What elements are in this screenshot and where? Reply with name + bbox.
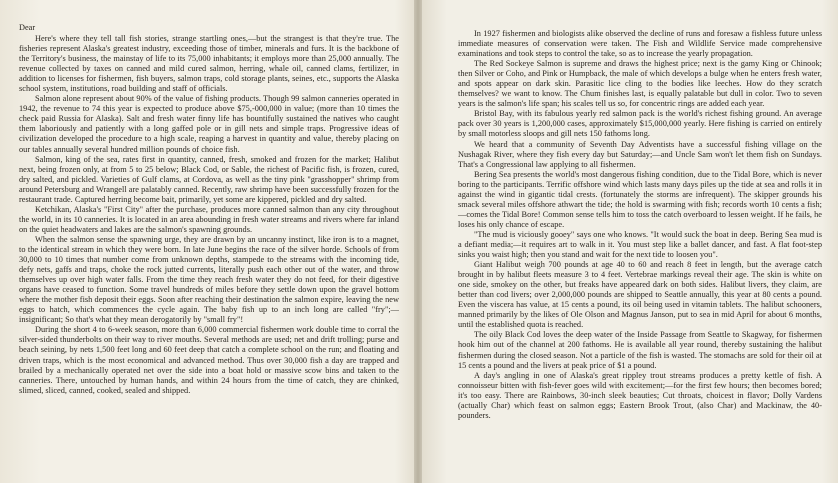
paragraph: Salmon alone represent about 90% of the value of fishing products. Though 99 salmon canneries operated in 1942, the revenue to 74 this year is expected to produce above $75,-000,000 in value; (more than 10 times the check paid Russia for Alaska). Salt and fresh water finny life has bountifully sustained the natives who caught them laboriously and patiently with a long gaffed pole or in gill nets and simple traps. Progressive ideas of civilization developed the procedure to a high scale, reaping a harvest in quantity and value, thereby placing on our tables annually several hundred million pounds of choice fish. <box>19 94 399 154</box>
paragraph: During the short 4 to 6-week season, more than 6,000 commercial fishermen work double time to corral the silver-sided thunderbolts on their way to river mouths. Several methods are used; net and drift trolling; purse and beach seining, by nets 1,500 feet long and 60 feet deep that catch a complete school on the run; and floating and driven traps, which is the most economical and advanced method. Thus over 30,000 fish a day are trapped and brailed by a mechanically operated net over the side into a boat hold or massive scow bins and taken to the canneries. There, untouched by human hands, and within 24 hours from the time of catch, they are chinked, slimed, sliced, canned, cooked, sealed and shipped. <box>19 325 399 395</box>
paragraph: The oily Black Cod loves the deep water of the Inside Passage from Seattle to Skagway, for fishermen hook him out of the channel at 200 fathoms. He is available all year round, thereby sustaining the halibut fishermen during the closed season. Not a particle of the fish is wasted. The stomachs are sold for their oil at 15 cents a pound and the livers at peak price of $1 a pound. <box>458 330 822 370</box>
paragraph: The Red Sockeye Salmon is supreme and draws the highest price; next is the gamy King or Chinook; then Silver or Coho, and Pink or Humpback, the male of which develops a bulge when he enters fresh water, and spots appear on dark skin. Parasitic lice cling to the bodies like leeches. How do they scratch themselves? we want to know. The Chum finishes last, is equally palatable but dull in color. Two to seven years is the salmon's life span; his scales tell us so, for concentric rings are added each year. <box>458 59 822 109</box>
paragraph: "The mud is viciously gooey" says one who knows. "It would suck the boat in deep. Bering Sea mud is a defiant media;—it requires art to walk in it. You must step like a ballet dancer, and fast. A flat foot-step sinks you waist high; then you stand and wait for the next tide to loosen you". <box>458 229 822 260</box>
paragraph: When the salmon sense the spawning urge, they are drawn by an uncanny instinct, like iron is to a magnet, to the identical stream in which they were born. In late June begins the race of the silver horde. Schools of from 30,000 to 10 times that number come from unknown depths, stampede to the streams with the incoming tide, defy nets, gaffs and traps, choke the rock jutted currents, literally push each other out of the water, and throw themselves up over high water falls. From the time they reach fresh water they do not feed, for their digestive organs have ceased to function. Some travel hundreds of miles before they settle down upon the gravel bottom where the mother fish deposit their eggs. Soon after reaching their destination the salmon expire, leaving the new eggs to hatch, which commences the cycle again. The baby fish up to an inch long are called "fry";—insignificant; So that's what they mean derogatorily by "small fry"! <box>19 234 399 325</box>
paragraph: A day's angling in one of Alaska's great rippley trout streams produces a pretty kettle of fish. A connoisseur bitten with fish-fever goes wild with excitement;—for the first few hours; then becomes bored; it's too easy. There are Rainbows, 30-inch sleek beauties; Cut throats, choicest in flavor; Dolly Vardens (actually Char) which feast on salmon eggs; Eastern Brook Trout, (also Char) and Mackinaw, the 40-pounders. <box>458 370 822 420</box>
left-page-text <box>19 30 399 396</box>
paragraph: Salmon, king of the sea, rates first in quantity, canned, fresh, smoked and frozen for the market; Halibut next, being frozen only, at from 5 to 25 below; Black Cod, or Sable, the richest of Pacific fish, is frozen, cured, dry salted, and pickled. Varieties of Gulf clams, at Cordova, as well as the tiny pink "grasshopper" shrimp from around Petersburg and Wrangell are palatably canned. Recently, raw shrimp have been successfully frozen for the restaurant trade. Captured herring become bait, primarily, yet some are kippered, pickled and dry salted. <box>19 154 399 204</box>
paragraph: In 1927 fishermen and biologists alike observed the decline of runs and foresaw a fishless future unless immediate measures of conservation were taken. The Fish and Wildlife Service made comprehensive examinations and took steps to control the take, so as to increase the yearly propagation. <box>458 29 822 59</box>
paragraph: We heard that a community of Seventh Day Adventists have a successful fishing village on the Nushagak River, where they fish every day but Saturday;—and Uncle Sam won't let them fish on Sundays. That's a Congressional law applying to all fishermen. <box>458 139 822 169</box>
paragraph: Here's where they tell tall fish stories, strange startling ones,—but the strangest is that they're true. The fisheries represent Alaska's greatest industry, exceeding those of timber, minerals and furs. It is the backbone of the Territory's business, the mainstay of life to its 75,000 inhabitants; it employs more than 25,000 annually. The revenue collected by taxes on canned and mild cured salmon, herring, whale oil, canned clams, fertilizer, in addition to licenses for fishermen, fish buyers, salmon traps, cold storage plants, seines, etc., supports the Alaska school system, institutions, road building and staff of officials. <box>19 34 399 94</box>
right-page-text <box>458 29 822 421</box>
paragraph: Bering Sea presents the world's most dangerous fishing condition, due to the Tidal Bore, which is never boring to the participants. Terrific offshore wind which lasts many days piles up the tide at sea and rolls it in against the wind in gigantic tidal crests. (fortunately the storms are infrequent). The skipper grounds his smack several miles offshore athwart the tide; the hold is swarming with fish; records worth 10 cents a fish;—comes the Tidal Bore! Common sense tells him to toss the catch overboard to lessen weight. If he fails, he loses his only chance of escape. <box>458 169 822 229</box>
paragraph: Bristol Bay, with its fabulous yearly red salmon pack is the world's richest fishing ground. An average pack over 30 years is 1,200,000 cases, approximately $15,000,000 yearly. Here fishing is carried on entirely by small motorless sloops and gill nets 150 fathoms long. <box>458 109 822 139</box>
paragraph: Ketchikan, Alaska's "First City" after the purchase, produces more canned salmon than any city throughout the world, in its 10 canneries. It is located in an area abounding in fresh water streams and rivers where far inland on the quiet headwaters and lakes are the salmon's spawning grounds. <box>19 204 399 234</box>
page-gutter <box>414 0 422 483</box>
salutation: Dear <box>19 23 36 32</box>
paragraph: Giant Halibut weigh 700 pounds at age 40 to 60 and reach 8 feet in length, but the average catch brought in by halibut fleets measure 3 to 4 feet. Vertebrae markings reveal their age. The skin is white on one side, smokey on the other, but freaks have appeared dark on both sides. Halibut livers, they claim, are better than cod livers; over 2,000,000 pounds are shipped to Seattle annually, this year at 80 cents a pound. Even the viscera has value, at 15 cents a pound, its oil being used in vitamin tablets. The halibut schooners, manned primarily by the likes of Ole Olson and Magnus Janson, put to sea in mid April for about 6 months, until the established quota is reached. <box>458 260 822 330</box>
